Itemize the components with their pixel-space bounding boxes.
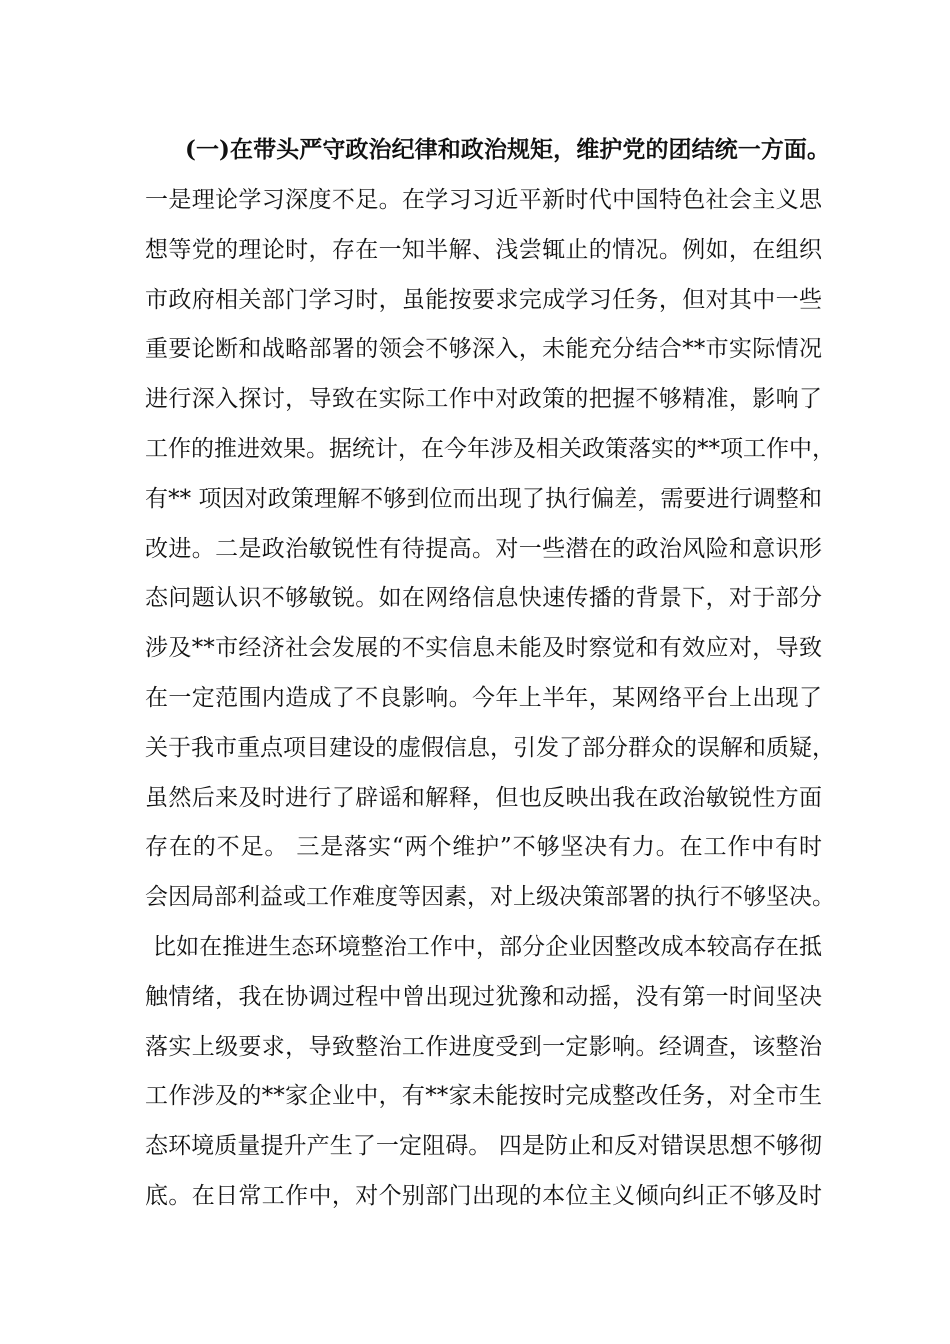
text-line: 落实上级要求，导致整治工作进度受到一定影响。经调查，该整治	[145, 1033, 822, 1060]
text-line: 态问题认识不够敏锐。如在网络信息快速传播的背景下，对于部分	[145, 585, 822, 612]
text-line: 关于我市重点项目建设的虚假信息，引发了部分群众的误解和质疑，	[145, 734, 835, 761]
section-heading: (一)在带头严守政治纪律和政治规矩，维护党的团结统一方面。	[185, 136, 830, 163]
text-line: 态环境质量提升产生了一定阻碍。 四是防止和反对错误思想不够彻	[145, 1133, 822, 1160]
text-line: 进行深入探讨，导致在实际工作中对政策的把握不够精准，影响了	[145, 386, 822, 413]
text-line: 虽然后来及时进行了辟谣和解释，但也反映出我在政治敏锐性方面	[145, 784, 822, 811]
text-line: 市政府相关部门学习时，虽能按要求完成学习任务，但对其中一些	[145, 286, 822, 313]
text-line: 一是理论学习深度不足。在学习习近平新时代中国特色社会主义思	[145, 187, 822, 213]
text-line: 想等党的理论时，存在一知半解、浅尝辄止的情况。例如，在组织	[145, 236, 822, 263]
text-line: 有** 项因对政策理解不够到位而出现了执行偏差，需要进行调整和	[145, 485, 822, 512]
text-line: 比如在推进生态环境整治工作中，部分企业因整改成本较高存在抵	[153, 933, 822, 960]
text-line: 触情绪，我在协调过程中曾出现过犹豫和动摇，没有第一时间坚决	[145, 983, 822, 1010]
text-line: 会因局部利益或工作难度等因素，对上级决策部署的执行不够坚决。	[145, 884, 835, 911]
text-line: 存在的不足。 三是落实“两个维护”不够坚决有力。在工作中有时	[145, 834, 822, 861]
text-line: 重要论断和战略部署的领会不够深入，未能充分结合**市实际情况	[145, 336, 822, 363]
body-text	[145, 186, 835, 1232]
text-line: 底。在日常工作中，对个别部门出现的本位主义倾向纠正不够及时	[145, 1182, 822, 1209]
text-line: 涉及**市经济社会发展的不实信息未能及时察觉和有效应对，导致	[145, 635, 822, 662]
text-line: 改进。二是政治敏锐性有待提高。对一些潜在的政治风险和意识形	[145, 535, 822, 562]
text-line: 工作的推进效果。据统计，在今年涉及相关政策落实的**项工作中，	[145, 435, 835, 462]
text-line: 在一定范围内造成了不良影响。今年上半年，某网络平台上出现了	[145, 684, 822, 711]
text-line: 工作涉及的**家企业中，有**家未能按时完成整改任务，对全市生	[145, 1083, 822, 1110]
